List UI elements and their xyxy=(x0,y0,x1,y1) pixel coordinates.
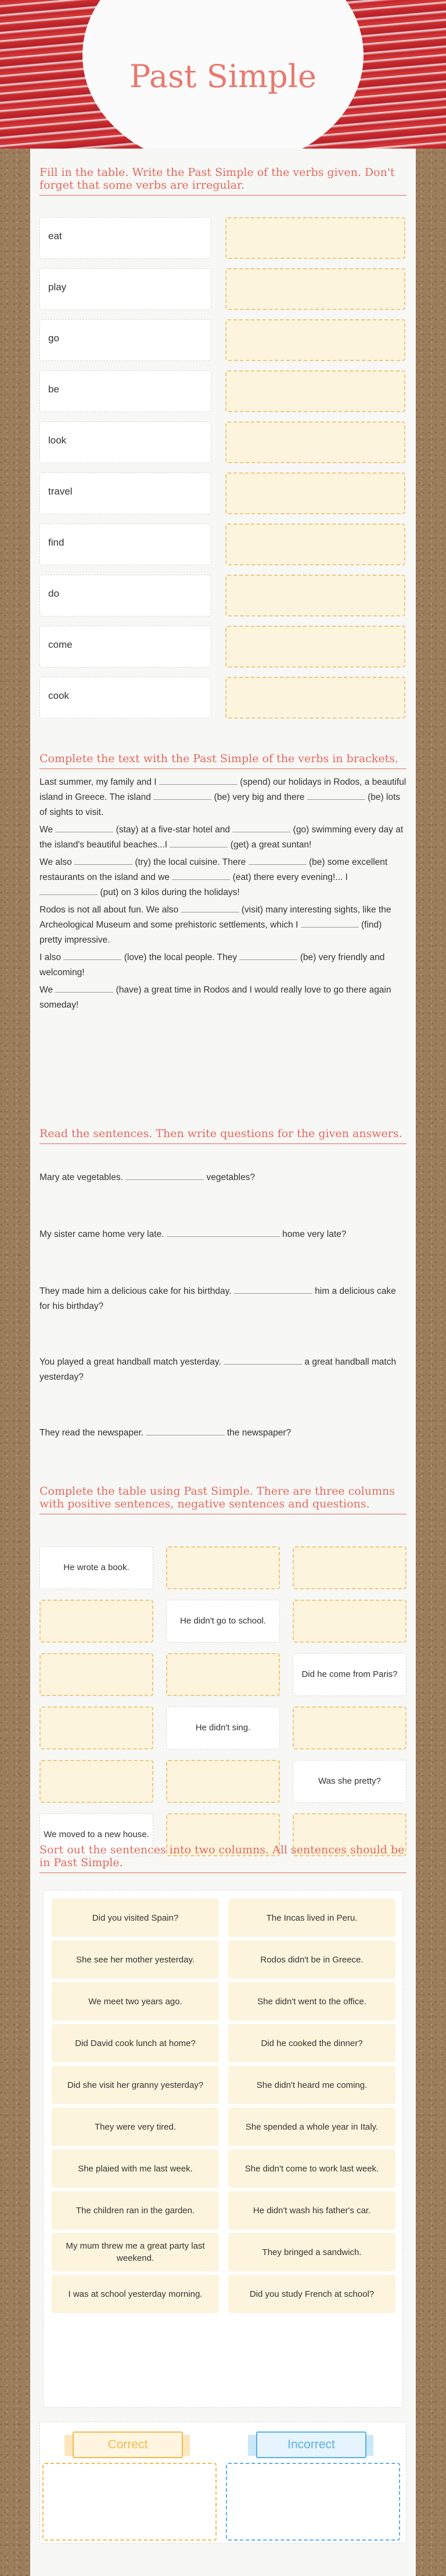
correct-label: Correct xyxy=(73,2431,183,2458)
answer-blank[interactable] xyxy=(307,791,365,800)
incorrect-label: Incorrect xyxy=(256,2431,366,2458)
answer-drop-zone[interactable] xyxy=(39,1760,153,1803)
answer-blank[interactable] xyxy=(159,775,238,785)
draggable-sentence[interactable]: She didn't heard me coming. xyxy=(228,2066,395,2104)
verb-cell: look xyxy=(39,421,211,463)
answer-blank[interactable] xyxy=(146,1426,225,1435)
text-segment: (be) very big and there xyxy=(214,792,305,802)
answer-drop-zone[interactable] xyxy=(225,575,405,616)
draggable-sentence[interactable]: She see her mother yesterday. xyxy=(52,1940,219,1979)
verb-cell: do xyxy=(39,575,211,616)
answer-drop-zone[interactable] xyxy=(225,370,405,412)
text-segment: We xyxy=(39,985,53,995)
answer-blank[interactable] xyxy=(55,983,113,993)
answer-blank[interactable] xyxy=(170,838,228,847)
answer-blank[interactable] xyxy=(74,856,132,865)
answer-drop-zone[interactable] xyxy=(166,1760,280,1803)
text-segment: (be) very friendly and welcoming! xyxy=(39,953,385,977)
draggable-sentence[interactable]: Rodos didn't be in Greece. xyxy=(228,1940,395,1979)
answer-blank[interactable] xyxy=(249,856,307,865)
answer-drop-zone[interactable] xyxy=(293,1546,407,1589)
sort-bins xyxy=(39,2422,407,2543)
draggable-sentence[interactable]: She didn't come to work last week. xyxy=(228,2149,395,2188)
question-item xyxy=(39,1170,407,1185)
answer-drop-zone[interactable] xyxy=(225,421,405,463)
draggable-sentence[interactable]: She plaied with me last week. xyxy=(52,2149,219,2188)
text-segment: (eat) there every evening!... I xyxy=(232,872,348,882)
table-cell: Did he come from Paris? xyxy=(293,1653,407,1696)
header-banner xyxy=(0,0,446,149)
draggable-sentence[interactable]: Did David cook lunch at home? xyxy=(52,2024,219,2062)
answer-blank[interactable] xyxy=(239,951,297,960)
sentence-pool xyxy=(43,1890,403,2408)
question-text: My sister came home very late. xyxy=(39,1229,164,1239)
question-item xyxy=(39,1355,407,1385)
text-segment: (be) lots of sights to visit. xyxy=(39,792,401,817)
verb-cell: go xyxy=(39,319,211,361)
page-title: Past Simple xyxy=(130,58,316,95)
table-cell: He didn't sing. xyxy=(166,1706,280,1749)
draggable-sentence[interactable]: She spended a whole year in Italy. xyxy=(228,2108,395,2146)
task5-instruction: Sort out the sentences into two columns. All sentences should be in Past Simple. xyxy=(39,1843,407,1873)
answer-blank[interactable] xyxy=(63,951,121,960)
answer-drop-zone[interactable] xyxy=(166,1653,280,1696)
draggable-sentence[interactable]: Did he cooked the dinner? xyxy=(228,2024,395,2062)
draggable-sentence[interactable]: The children ran in the garden. xyxy=(52,2191,219,2229)
verb-row xyxy=(39,268,407,310)
verb-row xyxy=(39,421,407,463)
text-paragraph xyxy=(39,950,407,980)
question-text: They made him a delicious cake for his birthday. xyxy=(39,1286,232,1296)
text-paragraph xyxy=(39,775,407,820)
text-segment: We also xyxy=(39,857,72,867)
answer-blank[interactable] xyxy=(167,1228,280,1237)
text-segment: (spend) our holidays in Rodos, a beautiful island in Greece. The island xyxy=(39,777,407,802)
draggable-sentence[interactable]: Did you visited Spain? xyxy=(52,1899,219,1937)
answer-blank[interactable] xyxy=(232,823,290,832)
task1-section xyxy=(39,166,407,196)
task3-instruction: Read the sentences. Then write questions for the given answers. xyxy=(39,1127,407,1144)
table-cell: Was she pretty? xyxy=(293,1760,407,1803)
draggable-sentence[interactable]: We meet two years ago. xyxy=(52,1982,219,2021)
answer-drop-zone[interactable] xyxy=(39,1653,153,1696)
task3-section xyxy=(39,1127,407,1144)
text-segment: (have) a great time in Rodos and I would really love to go there again someday! xyxy=(39,985,391,1010)
verb-row xyxy=(39,626,407,668)
answer-blank[interactable] xyxy=(224,1355,302,1365)
question-text: They read the newspaper. xyxy=(39,1428,144,1438)
draggable-sentence[interactable]: Did she visit her granny yesterday? xyxy=(52,2066,219,2104)
answer-drop-zone[interactable] xyxy=(39,1600,153,1643)
task2-instruction: Complete the text with the Past Simple of the verbs in brackets. xyxy=(39,752,407,769)
verb-row xyxy=(39,217,407,259)
verb-cell: cook xyxy=(39,677,211,719)
text-paragraph xyxy=(39,903,407,948)
answer-blank[interactable] xyxy=(172,871,230,880)
verb-cell: be xyxy=(39,370,211,412)
answer-blank[interactable] xyxy=(234,1285,312,1294)
question-text: vegetables? xyxy=(206,1172,256,1182)
verb-row xyxy=(39,575,407,616)
verb-cell: travel xyxy=(39,472,211,514)
answer-drop-zone[interactable] xyxy=(225,472,405,514)
text-segment: Rodos is not all about fun. We also xyxy=(39,905,179,915)
text-segment: (get) a great suntan! xyxy=(230,840,312,850)
answer-drop-zone[interactable] xyxy=(293,1600,407,1643)
verb-row xyxy=(39,370,407,412)
answer-drop-zone[interactable] xyxy=(225,626,405,668)
verb-row xyxy=(39,524,407,565)
text-paragraph xyxy=(39,822,407,853)
question-item xyxy=(39,1284,407,1314)
answer-drop-zone[interactable] xyxy=(225,217,405,259)
question-list xyxy=(39,1170,407,1443)
question-text: You played a great handball match yesterday. xyxy=(39,1357,221,1367)
question-item xyxy=(39,1227,407,1242)
text-segment: (try) the local cuisine. There xyxy=(135,857,246,867)
verb-row xyxy=(39,319,407,361)
text-segment: (find) pretty impressive. xyxy=(39,920,382,945)
verb-row xyxy=(39,472,407,514)
incorrect-drop-zone[interactable] xyxy=(226,2463,400,2541)
answer-drop-zone[interactable] xyxy=(39,1706,153,1749)
table-cell: We moved to a new house. xyxy=(39,1813,153,1856)
answer-drop-zone[interactable] xyxy=(225,268,405,310)
question-item xyxy=(39,1426,407,1441)
verb-cell: find xyxy=(39,524,211,565)
text-segment: (stay) at a five-star hotel and xyxy=(116,825,231,835)
answer-blank[interactable] xyxy=(55,823,113,832)
text-segment: (be) some excellent restaurants on the island and we xyxy=(39,857,388,882)
text-segment: (visit) many interesting sights, like the Archeological Museum and some prehistoric settlements, which I xyxy=(39,905,391,930)
table-cell: He wrote a book. xyxy=(39,1546,153,1589)
draggable-sentence[interactable]: He didn't wash his father's car. xyxy=(228,2191,395,2229)
question-text: the newspaper? xyxy=(226,1428,292,1438)
text-paragraph xyxy=(39,983,407,1013)
draggable-sentence[interactable]: My mum threw me a great party last weekend. xyxy=(52,2233,219,2271)
draggable-sentence[interactable]: I was at school yesterday morning. xyxy=(52,2275,219,2313)
task1-instruction: Fill in the table. Write the Past Simple of the verbs given. Don't forget that some verbs are irregular. xyxy=(39,166,407,196)
task4-section xyxy=(39,1485,407,1514)
answer-drop-zone[interactable] xyxy=(225,319,405,361)
text-segment: (go) swimming every day at the island's beautiful beaches...I xyxy=(39,825,404,850)
answer-drop-zone[interactable] xyxy=(166,1546,280,1589)
answer-drop-zone[interactable] xyxy=(225,677,405,719)
verb-cell: play xyxy=(39,268,211,310)
text-segment: (love) the local people. They xyxy=(124,953,238,962)
text-segment: We xyxy=(39,825,53,835)
correct-drop-zone[interactable] xyxy=(42,2463,217,2541)
question-text: him a delicious cake for his birthday? xyxy=(39,1286,396,1311)
draggable-sentence[interactable]: The Incas lived in Peru. xyxy=(228,1899,395,1937)
draggable-sentence[interactable]: They were very tired. xyxy=(52,2108,219,2146)
draggable-sentence[interactable]: She didn't went to the office. xyxy=(228,1982,395,2021)
text-segment: I also xyxy=(39,953,62,962)
task5-section xyxy=(39,1843,407,1873)
text-segment: (put) on 3 kilos during the holidays! xyxy=(100,887,240,897)
verb-cell: eat xyxy=(39,217,211,259)
answer-drop-zone[interactable] xyxy=(225,524,405,565)
answer-blank[interactable] xyxy=(39,886,98,895)
verb-row xyxy=(39,677,407,719)
task2-section xyxy=(39,752,407,1013)
answer-drop-zone[interactable] xyxy=(293,1706,407,1749)
task4-instruction: Complete the table using Past Simple. There are three columns with positive sentences, negative sentences and questions. xyxy=(39,1485,407,1514)
draggable-sentence[interactable]: Did you study French at school? xyxy=(228,2275,395,2313)
question-text: home very late? xyxy=(282,1229,347,1239)
verb-table xyxy=(39,217,407,716)
question-text: a great handball match yesterday? xyxy=(39,1357,397,1382)
verb-cell: come xyxy=(39,626,211,668)
text-segment: Last summer, my family and I xyxy=(39,777,157,787)
answer-blank[interactable] xyxy=(181,903,239,912)
question-text: Mary ate vegetables. xyxy=(39,1172,123,1182)
answer-blank[interactable] xyxy=(125,1171,204,1180)
answer-blank[interactable] xyxy=(153,791,211,800)
table-cell: He didn't go to school. xyxy=(166,1600,280,1643)
text-paragraph xyxy=(39,855,407,900)
draggable-sentence[interactable]: They bringed a sandwich. xyxy=(228,2233,395,2271)
answer-blank[interactable] xyxy=(301,918,359,928)
sentence-table xyxy=(39,1546,407,1860)
